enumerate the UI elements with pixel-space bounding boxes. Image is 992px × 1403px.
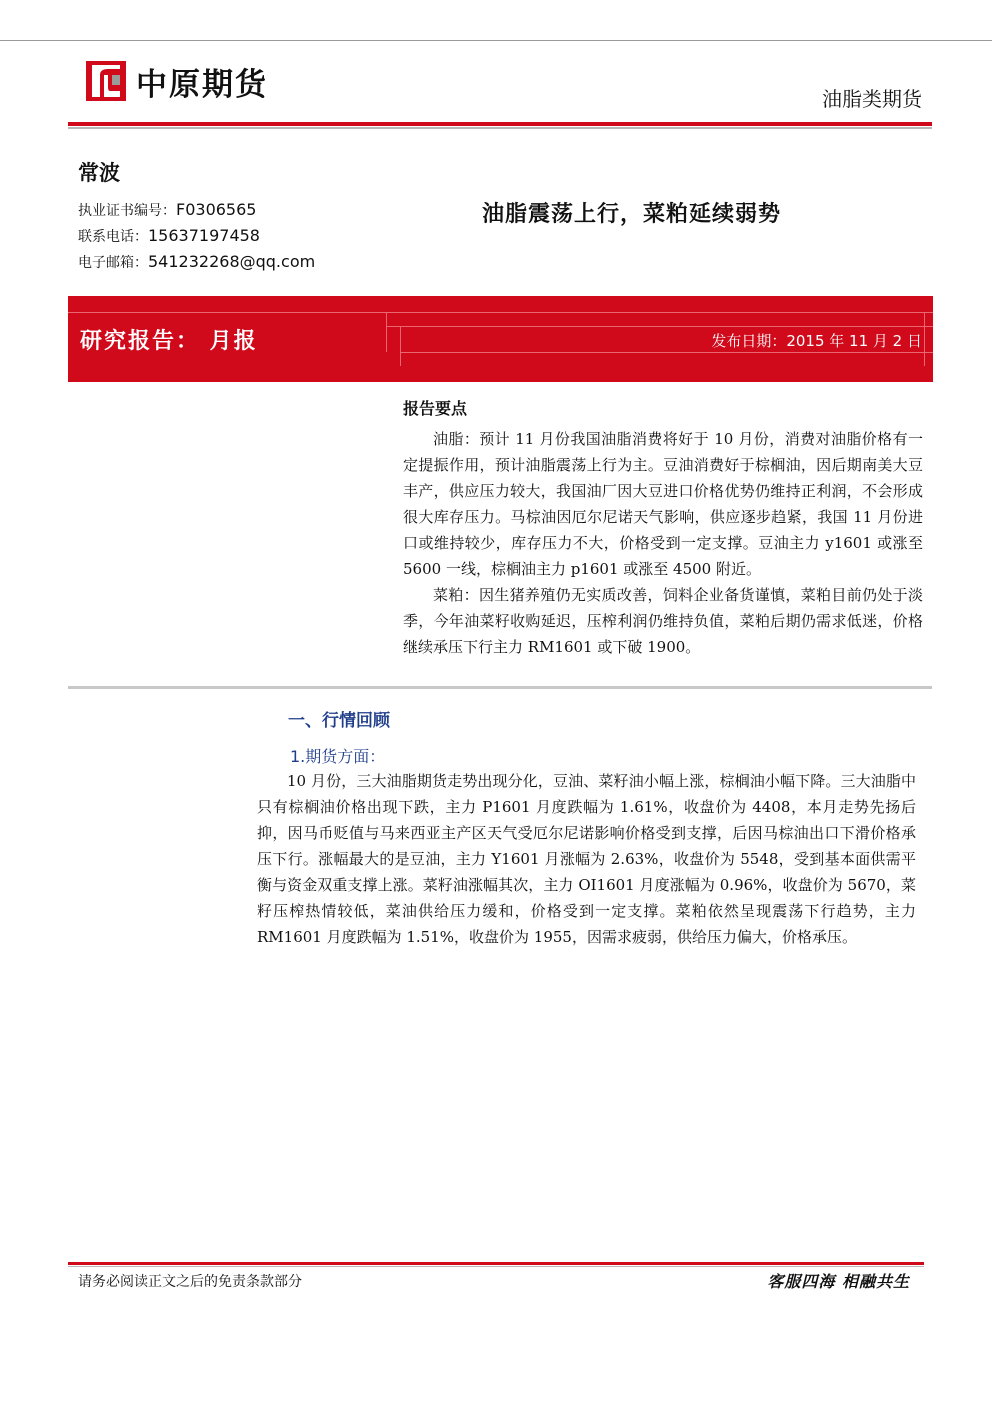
email-value: 541232268@qq.com (148, 252, 316, 271)
author-name: 常波 (78, 161, 120, 185)
report-type-label: 研究报告： 月报 (80, 328, 258, 354)
company-logo (86, 60, 268, 102)
section-title: 一、行情回顾 (288, 711, 390, 731)
section-body (257, 768, 916, 950)
report-title: 油脂震荡上行，菜粕延续弱势 (482, 201, 782, 227)
banner-grid-line (400, 352, 933, 353)
email-label: 电子邮箱： (78, 255, 148, 271)
subsection-title: 1.期货方面： (290, 747, 386, 766)
cert-value: F0306565 (176, 200, 257, 219)
summary-paragraph: 菜粕：因生猪养殖仍无实质改善，饲料企业备货谨慎，菜粕目前仍处于淡季，今年油菜籽收购延迟，压榨利润仍维持负值，菜粕后期仍需求低迷，价格继续承压下行主力 RM1601 或下破 1900。 (403, 586, 923, 656)
footer-gray-rule (68, 1266, 924, 1267)
banner-grid-line (386, 312, 387, 352)
cert-number (78, 200, 256, 220)
summary-divider (68, 686, 932, 689)
top-divider (0, 40, 992, 41)
email-address (78, 252, 315, 272)
banner-grid-line (924, 312, 925, 366)
phone-value: 15637197458 (148, 226, 260, 245)
phone-label: 联系电话： (78, 229, 148, 245)
disclaimer-note: 请务必阅读正文之后的免责条款部分 (78, 1274, 302, 1290)
banner-grid-line (400, 326, 401, 366)
company-name: 中原期货 (136, 66, 268, 103)
publish-date: 发布日期：2015 年 11 月 2 日 (711, 332, 922, 350)
summary-paragraph: 油脂：预计 11 月份我国油脂消费将好于 10 月份，消费对油脂价格有一定提振作用，预计油脂震荡上行为主。豆油消费好于棕榈油，因后期南美大豆丰产，供应压力较大，我国油厂因大豆进口价格优势仍维持正利润，不会形成很大库存压力。马棕油因厄尔尼诺天气影响，供应逐步趋紧，我国 11 月份进口或维持较少，库存压力不大，价格受到一定支撑。豆油主力 y1601 或涨至 5600 一线，棕榈油主力 p1601 或涨至 4500 附近。 (403, 430, 923, 578)
phone-number (78, 226, 260, 246)
footer-red-rule (68, 1262, 924, 1265)
company-slogan: 客服四海 相融共生 (767, 1272, 910, 1291)
banner-grid-line (68, 312, 933, 313)
report-category: 油脂类期货 (822, 87, 922, 111)
header-gray-rule (68, 127, 932, 129)
company-logo-icon (86, 61, 126, 101)
cert-label: 执业证书编号： (78, 203, 176, 219)
header-red-rule (68, 122, 932, 126)
body-paragraph: 10 月份，三大油脂期货走势出现分化，豆油、菜籽油小幅上涨，棕榈油小幅下降。三大油脂中只有棕榈油价格出现下跌，主力 P1601 月度跌幅为 1.61%，收盘价为 4408，本月走势先扬后抑，因马币贬值与马来西亚主产区天气受厄尔尼诺影响价格受到支撑，后因马棕油出口下滑价格承压下行。涨幅最大的是豆油，主力 Y1601 月涨幅为 2.63%，收盘价为 5548，受到基本面供需平衡与资金双重支撑上涨。菜籽油涨幅其次，主力 OI1601 月度涨幅为 0.96%，收盘价为 5670，菜籽压榨热情较低，菜油供给压力缓和，价格受到一定支撑。菜粕依然呈现震荡下行趋势，主力 RM1601 月度跌幅为 1.51%，收盘价为 1955，因需求疲弱，供给压力偏大，价格承压。 (257, 772, 916, 946)
summary-heading: 报告要点 (403, 399, 468, 418)
summary-body (403, 426, 923, 660)
banner-grid-line (386, 326, 933, 327)
